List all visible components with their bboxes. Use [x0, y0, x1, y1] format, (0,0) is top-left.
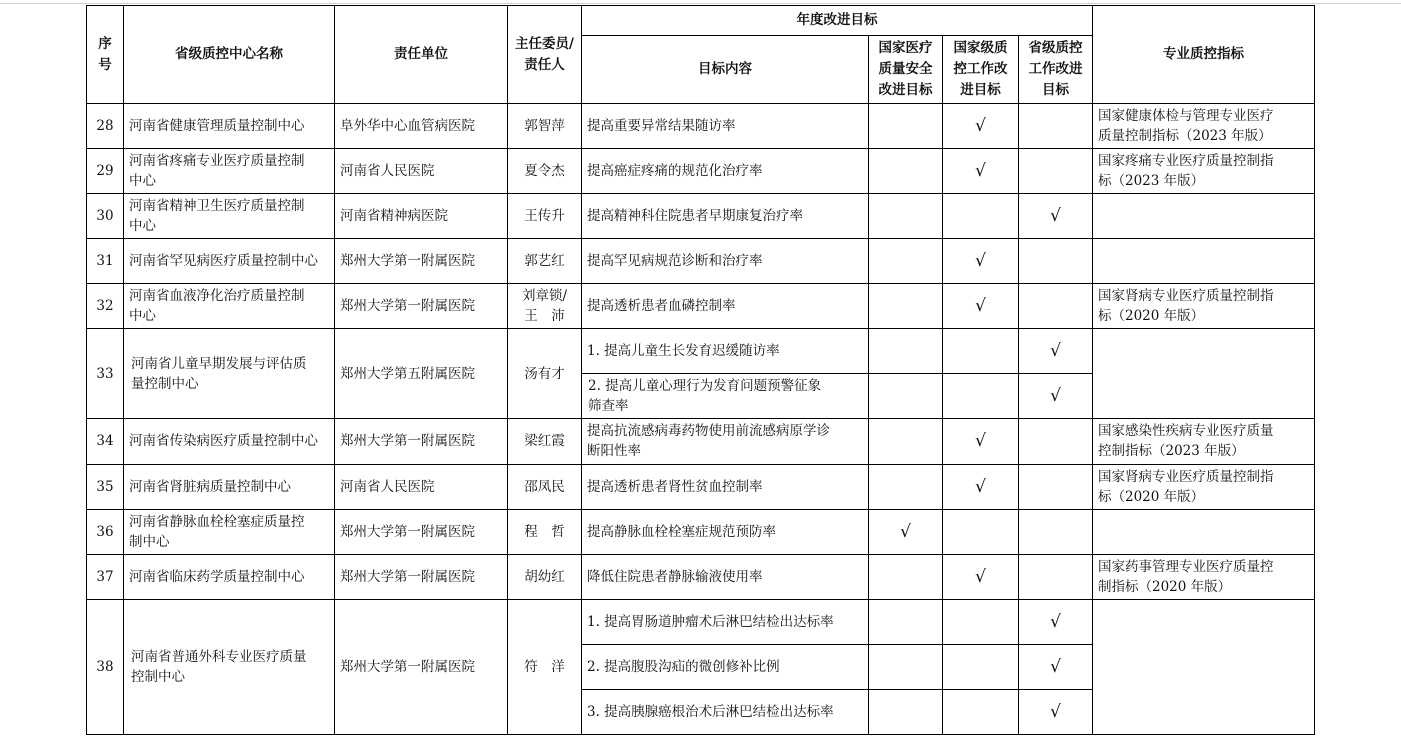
goal-content: 提高癌症疼痛的规范化治疗率: [582, 149, 869, 194]
national-level-cell: [943, 599, 1019, 644]
responsible-person: 郭智萍: [508, 104, 582, 149]
row-number: 38: [87, 599, 124, 734]
indicator-cell: 国家健康体检与管理专业医疗 质量控制指标（2023 年版）: [1093, 104, 1315, 149]
goal-content: 提高精神科住院患者早期康复治疗率: [582, 194, 869, 239]
indicator-cell: [1093, 329, 1315, 419]
provincial-cell: [1019, 644, 1093, 689]
row-number: 36: [87, 509, 124, 554]
row-number: 31: [87, 239, 124, 284]
table-row: [87, 149, 1315, 194]
table-row: [87, 554, 1315, 599]
responsible-unit: 河南省人民医院: [335, 464, 508, 509]
center-name: 河南省临床药学质量控制中心: [124, 554, 335, 599]
national-safety-cell: [869, 194, 943, 239]
center-name: 河南省传染病医疗质量控制中心: [124, 419, 335, 464]
row-number: 37: [87, 554, 124, 599]
check-mark: √: [975, 251, 986, 272]
table-row: [87, 599, 1315, 644]
national-level-cell: [943, 689, 1019, 734]
national-level-cell: [943, 644, 1019, 689]
goal-content: 2. 提高腹股沟疝的微创修补比例: [582, 644, 869, 689]
center-name: 河南省静脉血栓栓塞症质量控 制中心: [124, 509, 335, 554]
check-mark: √: [975, 476, 986, 497]
national-safety-cell: [869, 599, 943, 644]
provincial-cell: [1019, 419, 1093, 464]
national-safety-cell: [869, 149, 943, 194]
row-number: 32: [87, 284, 124, 329]
header-seq: 序号: [87, 6, 124, 104]
check-mark: √: [975, 296, 986, 317]
national-level-cell: [943, 554, 1019, 599]
quality-control-table: [86, 5, 1315, 735]
table-row: [87, 239, 1315, 284]
indicator-cell: [1093, 239, 1315, 284]
national-level-cell: [943, 284, 1019, 329]
goal-content: 1. 提高胃肠道肿瘤术后淋巴结检出达标率: [582, 599, 869, 644]
center-name: 河南省肾脏病质量控制中心: [124, 464, 335, 509]
row-number: 30: [87, 194, 124, 239]
goal-content: 提高重要异常结果随访率: [582, 104, 869, 149]
responsible-unit: 郑州大学第一附属医院: [335, 419, 508, 464]
responsible-person: 刘章锁/ 王 沛: [508, 284, 582, 329]
responsible-person: 邵凤民: [508, 464, 582, 509]
national-level-cell: [943, 419, 1019, 464]
table-row: [87, 419, 1315, 464]
national-safety-cell: [869, 284, 943, 329]
table-row: [87, 509, 1315, 554]
national-safety-cell: [869, 374, 943, 419]
center-name: 河南省罕见病医疗质量控制中心: [124, 239, 335, 284]
responsible-person: 程 哲: [508, 509, 582, 554]
provincial-cell: [1019, 374, 1093, 419]
check-mark: √: [1050, 611, 1061, 632]
indicator-cell: 国家感染性疾病专业医疗质量 控制指标（2023 年版）: [1093, 419, 1315, 464]
goal-content: 提高透析患者肾性贫血控制率: [582, 464, 869, 509]
national-safety-cell: [869, 419, 943, 464]
national-level-cell: [943, 104, 1019, 149]
check-mark: √: [975, 431, 986, 452]
header-provincial-goal: 省级质控 工作改进 目标: [1019, 36, 1093, 104]
center-name: 河南省血液净化治疗质量控制 中心: [124, 284, 335, 329]
row-number: 33: [87, 329, 124, 419]
goal-content: 提高静脉血栓栓塞症规范预防率: [582, 509, 869, 554]
goal-content: 提高罕见病规范诊断和治疗率: [582, 239, 869, 284]
center-name: 河南省疼痛专业医疗质量控制 中心: [124, 149, 335, 194]
table-body: [87, 104, 1315, 735]
provincial-cell: [1019, 149, 1093, 194]
header-responsible-unit: 责任单位: [335, 6, 508, 104]
national-level-cell: [943, 374, 1019, 419]
table-row: [87, 464, 1315, 509]
goal-content: 提高抗流感病毒药物使用前流感病原学诊 断阳性率: [582, 419, 869, 464]
check-mark: √: [900, 521, 911, 542]
national-level-cell: [943, 239, 1019, 284]
header-national-safety-goal: 国家医疗 质量安全 改进目标: [869, 36, 943, 104]
provincial-cell: [1019, 329, 1093, 374]
row-number: 28: [87, 104, 124, 149]
table-row: [87, 329, 1315, 374]
header-center-name: 省级质控中心名称: [124, 6, 335, 104]
national-level-cell: [943, 329, 1019, 374]
goal-content: 2. 提高儿童心理行为发育问题预警征象 筛查率: [582, 374, 869, 419]
national-level-cell: [943, 464, 1019, 509]
provincial-cell: [1019, 194, 1093, 239]
provincial-cell: [1019, 599, 1093, 644]
goal-content: 1. 提高儿童生长发育迟缓随访率: [582, 329, 869, 374]
goal-content: 3. 提高胰腺癌根治术后淋巴结检出达标率: [582, 689, 869, 734]
responsible-unit: 阜外华中心血管病医院: [335, 104, 508, 149]
table-row: [87, 194, 1315, 239]
responsible-person: 符 洋: [508, 599, 582, 734]
check-mark: √: [1050, 206, 1061, 227]
check-mark: √: [975, 566, 986, 587]
check-mark: √: [975, 161, 986, 182]
indicator-cell: 国家肾病专业医疗质量控制指 标（2020 年版）: [1093, 284, 1315, 329]
responsible-person: 郭艺红: [508, 239, 582, 284]
check-mark: √: [1050, 701, 1061, 722]
responsible-person: 王传升: [508, 194, 582, 239]
check-mark: √: [1050, 656, 1061, 677]
responsible-unit: 郑州大学第一附属医院: [335, 599, 508, 734]
check-mark: √: [1050, 341, 1061, 362]
indicator-cell: 国家疼痛专业医疗质量控制指 标（2023 年版）: [1093, 149, 1315, 194]
national-safety-cell: [869, 104, 943, 149]
provincial-cell: [1019, 464, 1093, 509]
row-number: 35: [87, 464, 124, 509]
header-indicator: 专业质控指标: [1093, 6, 1315, 104]
center-name: 河南省普通外科专业医疗质量 控制中心: [124, 599, 335, 734]
responsible-person: 梁红霞: [508, 419, 582, 464]
national-level-cell: [943, 149, 1019, 194]
national-safety-cell: [869, 329, 943, 374]
check-mark: √: [975, 116, 986, 137]
indicator-cell: 国家肾病专业医疗质量控制指 标（2020 年版）: [1093, 464, 1315, 509]
indicator-cell: [1093, 194, 1315, 239]
row-number: 34: [87, 419, 124, 464]
center-name: 河南省儿童早期发展与评估质 量控制中心: [124, 329, 335, 419]
responsible-person: 汤有才: [508, 329, 582, 419]
indicator-cell: [1093, 509, 1315, 554]
page-top-rule: [0, 3, 1401, 4]
header-responsible-person: 主任委员/ 责任人: [508, 6, 582, 104]
goal-content: 提高透析患者血磷控制率: [582, 284, 869, 329]
national-level-cell: [943, 509, 1019, 554]
provincial-cell: [1019, 689, 1093, 734]
table-row: [87, 284, 1315, 329]
national-safety-cell: [869, 239, 943, 284]
national-safety-cell: [869, 464, 943, 509]
responsible-unit: 郑州大学第一附属医院: [335, 509, 508, 554]
check-mark: √: [1050, 386, 1061, 407]
national-safety-cell: [869, 509, 943, 554]
row-number: 29: [87, 149, 124, 194]
center-name: 河南省精神卫生医疗质量控制 中心: [124, 194, 335, 239]
responsible-unit: 郑州大学第一附属医院: [335, 239, 508, 284]
header-national-level-goal: 国家级质 控工作改 进目标: [943, 36, 1019, 104]
responsible-person: 胡幼红: [508, 554, 582, 599]
provincial-cell: [1019, 104, 1093, 149]
national-safety-cell: [869, 689, 943, 734]
header-annual-goals: 年度改进目标: [582, 6, 1093, 36]
indicator-cell: [1093, 599, 1315, 734]
table-row: [87, 104, 1315, 149]
responsible-unit: 河南省人民医院: [335, 149, 508, 194]
provincial-cell: [1019, 554, 1093, 599]
national-safety-cell: [869, 644, 943, 689]
responsible-unit: 郑州大学第一附属医院: [335, 284, 508, 329]
responsible-unit: 郑州大学第五附属医院: [335, 329, 508, 419]
provincial-cell: [1019, 284, 1093, 329]
responsible-unit: 河南省精神病医院: [335, 194, 508, 239]
responsible-person: 夏令杰: [508, 149, 582, 194]
indicator-cell: 国家药事管理专业医疗质量控 制指标（2020 年版）: [1093, 554, 1315, 599]
center-name: 河南省健康管理质量控制中心: [124, 104, 335, 149]
provincial-cell: [1019, 239, 1093, 284]
header-goal-content: 目标内容: [582, 36, 869, 104]
goal-content: 降低住院患者静脉输液使用率: [582, 554, 869, 599]
national-safety-cell: [869, 554, 943, 599]
responsible-unit: 郑州大学第一附属医院: [335, 554, 508, 599]
provincial-cell: [1019, 509, 1093, 554]
national-level-cell: [943, 194, 1019, 239]
